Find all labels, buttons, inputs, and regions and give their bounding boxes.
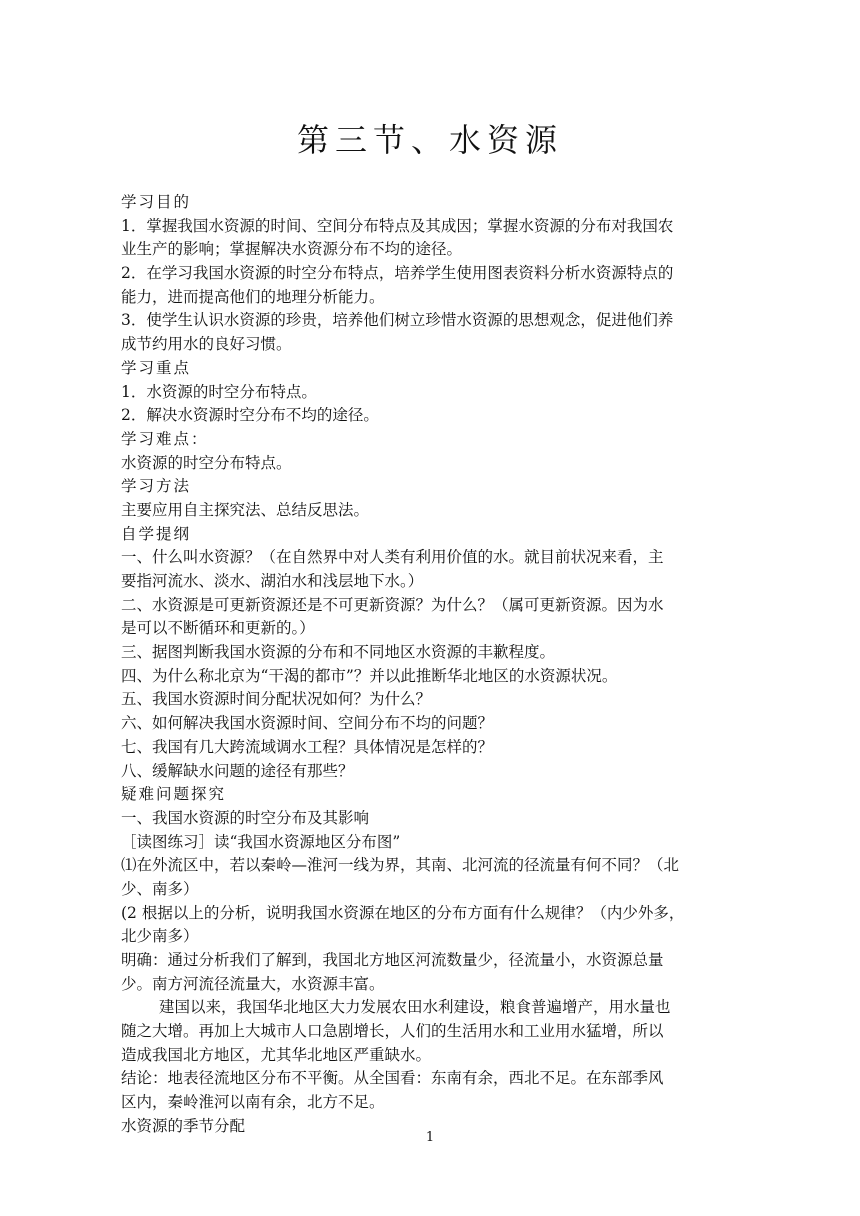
- text-line: 一、我国水资源的时空分布及其影响: [121, 808, 370, 827]
- text-line: 少。南方河流径流量大，水资源丰富。: [121, 974, 385, 993]
- text-line: 业生产的影响；掌握解决水资源分布不均的途径。: [121, 240, 463, 259]
- text-line: 1．掌握我国水资源的时间、空间分布特点及其成因；掌握水资源的分布对我国农: [121, 216, 674, 235]
- section-heading: 疑难问题探究: [121, 785, 227, 804]
- text-line: 要指河流水、淡水、湖泊水和浅层地下水。）: [121, 572, 424, 590]
- section-heading: 学习方法: [121, 477, 192, 496]
- text-line: 六、如何解决我国水资源时间、空间分布不均的问题？: [121, 714, 494, 733]
- text-line: 水资源的时空分布特点。: [121, 453, 292, 472]
- text-line: 随之大增。再加上大城市人口急剧增长，人们的生活用水和工业用水猛增，所以: [121, 1022, 664, 1041]
- page-number: 1: [425, 1130, 435, 1145]
- text-line: 少、南多）: [121, 879, 199, 898]
- text-line: 是可以不断循环和更新的。）: [121, 619, 315, 638]
- text-line: 3．使学生认识水资源的珍贵，培养他们树立珍惜水资源的思想观念，促进他们养: [121, 311, 674, 330]
- text-line: 三、据图判断我国水资源的分布和不同地区水资源的丰歉程度。: [121, 643, 556, 662]
- text-line: 2．在学习我国水资源的时空分布特点，培养学生使用图表资料分析水资源特点的: [121, 264, 674, 283]
- page-title: 第三节、水资源: [296, 121, 563, 159]
- text-line: 明确：通过分析我们了解到，我国北方地区河流数量少，径流量小，水资源总量: [121, 951, 664, 969]
- text-line: (2 根据以上的分析，说明我国水资源在地区的分布方面有什么规律？（内少外多，: [121, 903, 685, 922]
- text-line: 四、为什么称北京为“干渴的都市”？并以此推断华北地区的水资源状况。: [121, 666, 618, 685]
- text-line: 北少南多）: [121, 927, 199, 946]
- section-heading: 学习目的: [121, 193, 192, 211]
- document-body: [121, 191, 741, 1139]
- text-line: 成节约用水的良好习惯。: [121, 335, 292, 354]
- text-line: 1．水资源的时空分布特点。: [121, 382, 317, 401]
- text-line: 主要应用自主探究法、总结反思法。: [121, 500, 370, 519]
- text-line: 结论：地表径流地区分布不平衡。从全国看：东南有余，西北不足。在东部季风: [121, 1069, 664, 1088]
- text-line: 水资源的季节分配: [121, 1116, 246, 1135]
- text-line: 五、我国水资源时间分配状况如何？为什么？: [121, 690, 432, 709]
- text-line: ［读图练习］读“我国水资源地区分布图”: [121, 832, 401, 851]
- text-line: 建国以来，我国华北地区大力发展农田水利建设，粮食普遍增产，用水量也: [159, 998, 671, 1017]
- text-line: 造成我国北方地区，尤其华北地区严重缺水。: [121, 1045, 432, 1064]
- section-heading: 自学提纲: [121, 524, 192, 543]
- text-line: 七、我国有几大跨流域调水工程？具体情况是怎样的？: [121, 737, 494, 756]
- text-line: ⑴在外流区中，若以秦岭—淮河一线为界，其南、北河流的径流量有何不同？（北: [121, 856, 680, 875]
- text-line: 能力，进而提高他们的地理分析能力。: [121, 287, 385, 306]
- text-line: 八、缓解缺水问题的途径有那些？: [121, 761, 354, 780]
- text-line: 2．解决水资源时空分布不均的途径。: [121, 406, 379, 425]
- text-line: 一、什么叫水资源？（在自然界中对人类有利用价值的水。就目前状况来看，主: [121, 548, 664, 567]
- text-line: 区内，秦岭淮河以南有余，北方不足。: [121, 1093, 385, 1112]
- section-heading: 学习重点: [121, 358, 192, 377]
- section-heading: 学习难点：: [121, 429, 209, 448]
- text-line: 二、水资源是可更新资源还是不可更新资源？为什么？（属可更新资源。因为水: [121, 595, 664, 614]
